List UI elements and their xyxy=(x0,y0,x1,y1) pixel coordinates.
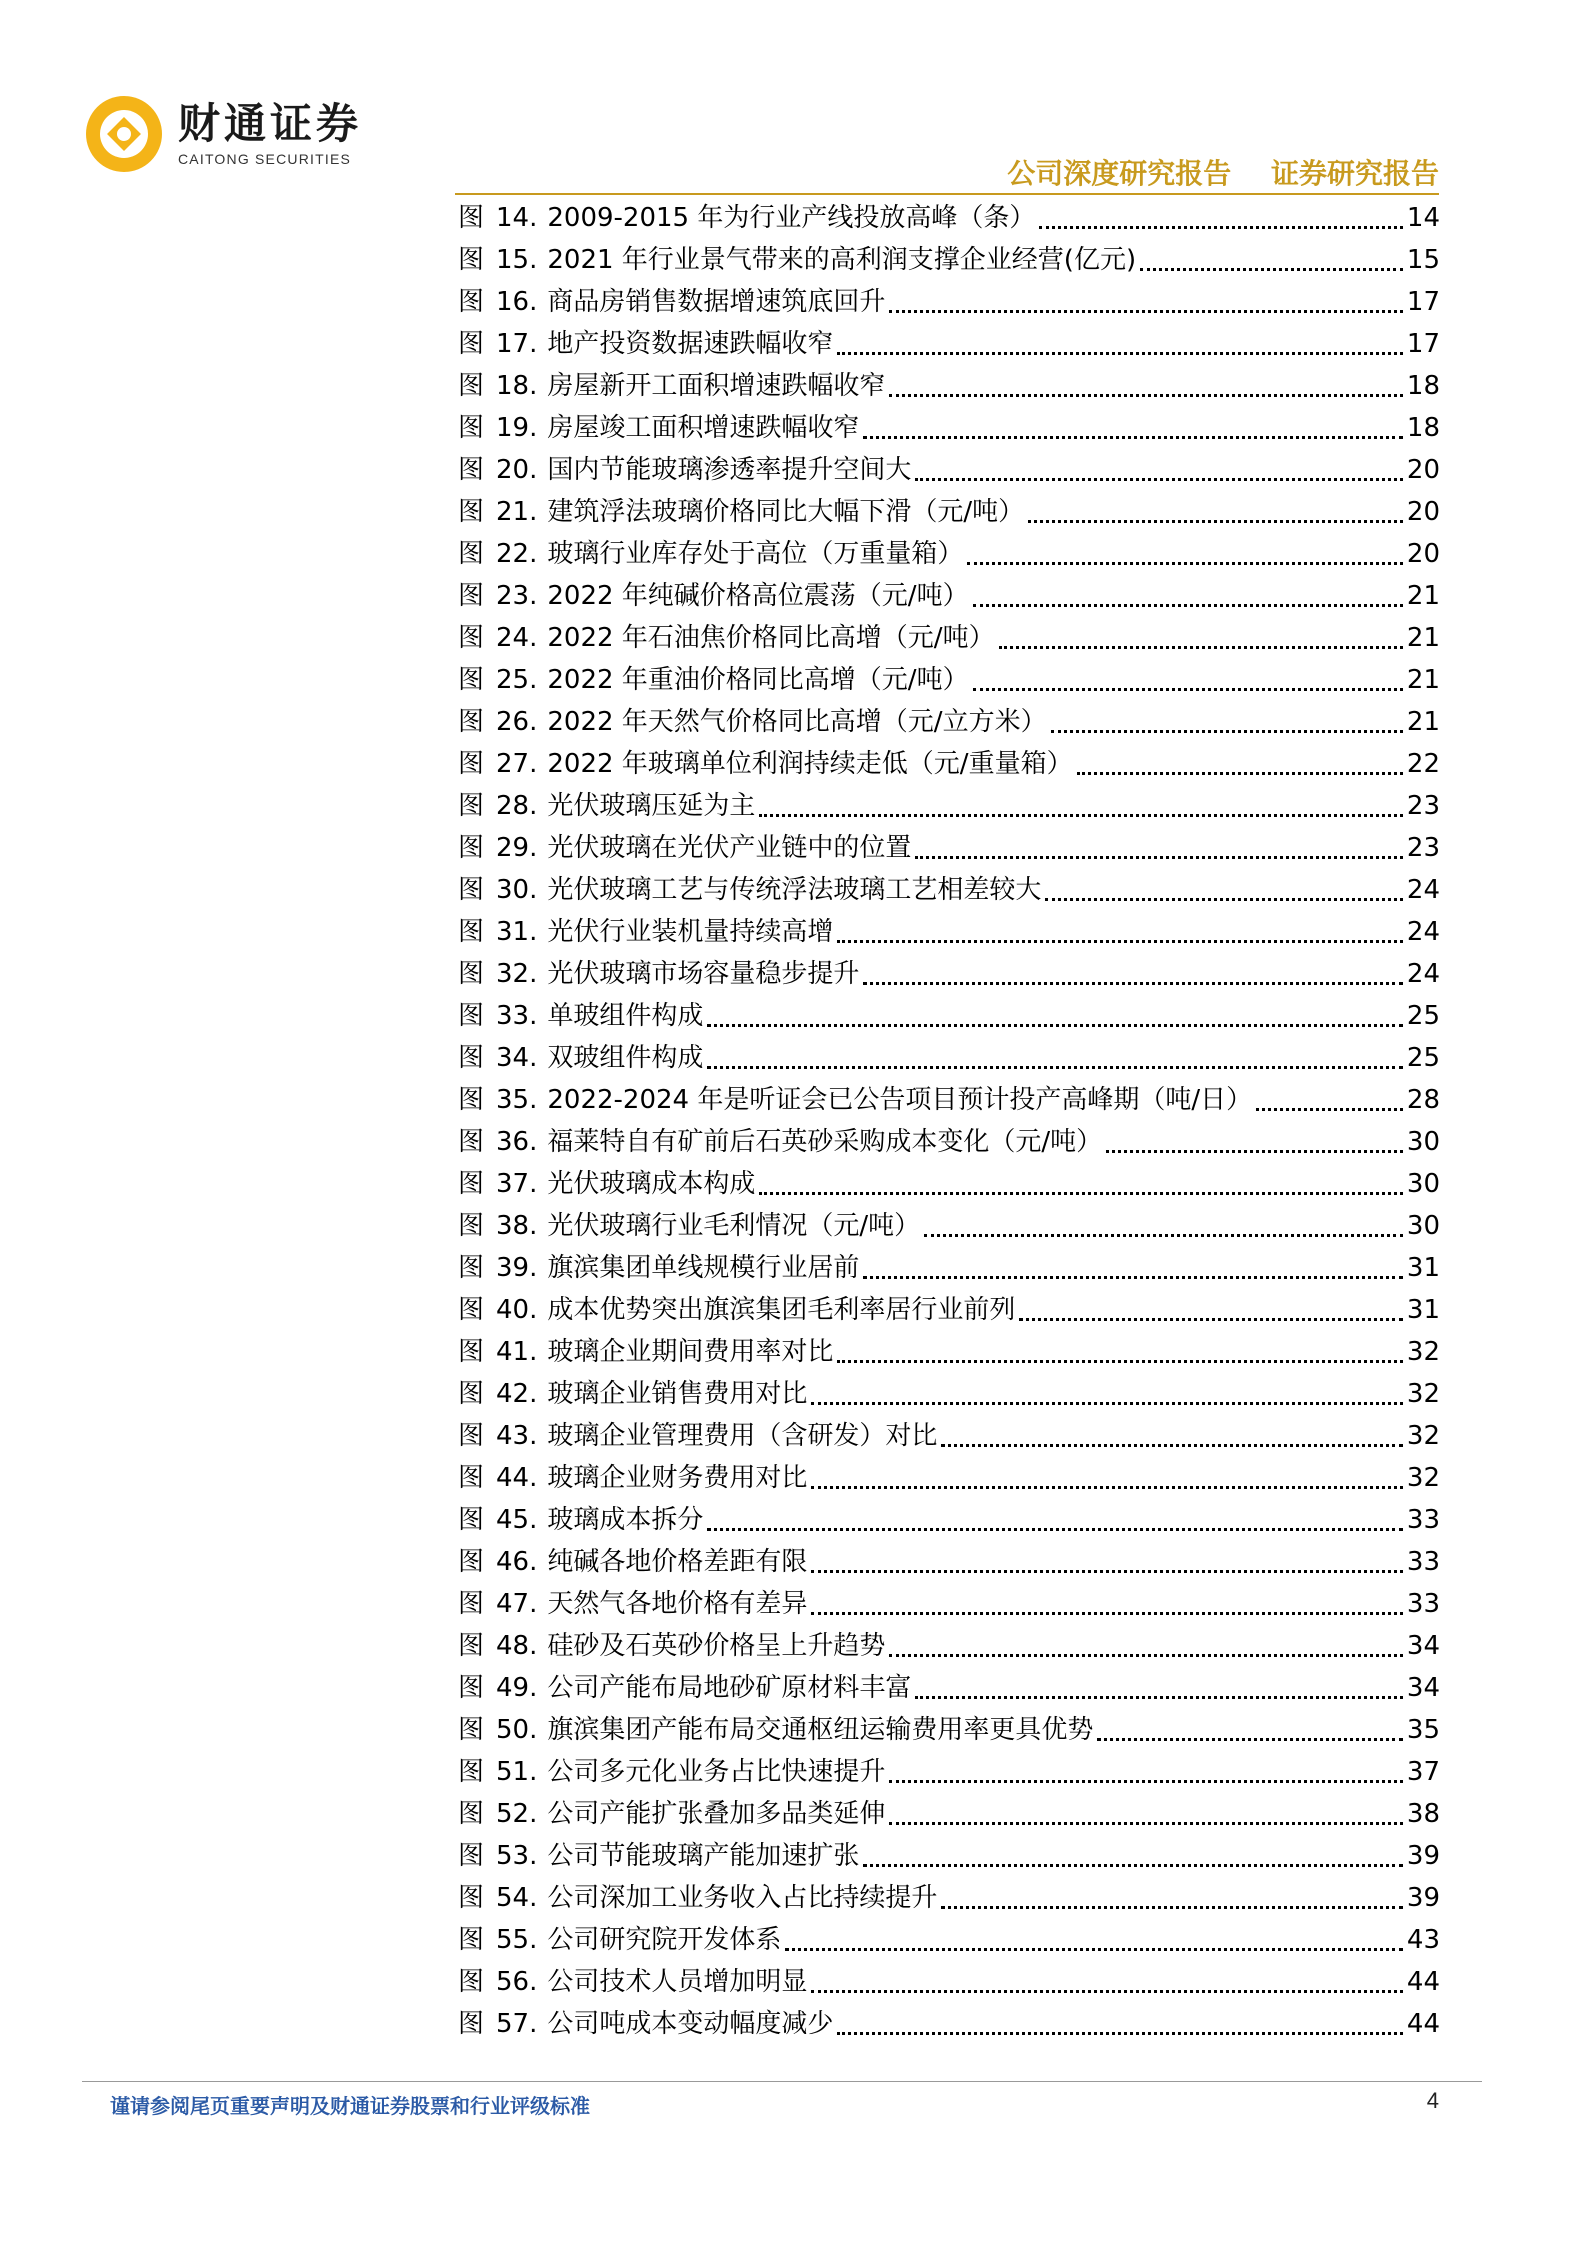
toc-entry-title: 2022 年纯碱价格高位震荡（元/吨） xyxy=(547,581,969,611)
toc-entry-number: 31. xyxy=(496,917,538,947)
toc-entry-number: 42. xyxy=(496,1379,538,1409)
toc-entry-prefix: 图 xyxy=(458,1337,485,1367)
toc-entry-page: 17 xyxy=(1406,287,1440,317)
toc-entry-title: 房屋新开工面积增速跌幅收窄 xyxy=(547,371,886,401)
toc-entry-prefix: 图 xyxy=(458,1295,485,1325)
toc-entry-prefix: 图 xyxy=(458,329,485,359)
toc-entry[interactable] xyxy=(458,1751,1440,1793)
toc-entry-leader-dots xyxy=(1256,1108,1403,1111)
toc-entry-page: 34 xyxy=(1406,1631,1440,1661)
toc-entry[interactable] xyxy=(458,407,1440,449)
toc-entry-number: 20. xyxy=(496,455,538,485)
toc-entry-leader-dots xyxy=(924,1234,1403,1237)
toc-entry-title: 光伏玻璃行业毛利情况（元/吨） xyxy=(547,1211,921,1241)
toc-entry[interactable] xyxy=(458,1499,1440,1541)
header-title-right: 证券研究报告 xyxy=(1270,157,1439,190)
toc-entry[interactable] xyxy=(458,1205,1440,1247)
toc-entry-number: 44. xyxy=(496,1463,538,1493)
toc-entry[interactable] xyxy=(458,575,1440,617)
toc-entry-title: 公司节能玻璃产能加速扩张 xyxy=(547,1841,860,1871)
toc-entry-number: 25. xyxy=(496,665,538,695)
toc-entry[interactable] xyxy=(458,1331,1440,1373)
toc-entry-page: 33 xyxy=(1406,1547,1440,1577)
toc-entry-number: 52. xyxy=(496,1799,538,1829)
toc-entry-prefix: 图 xyxy=(458,1883,485,1913)
toc-entry-title: 天然气各地价格有差异 xyxy=(547,1589,808,1619)
toc-entry-number: 15. xyxy=(496,245,538,275)
toc-entry[interactable] xyxy=(458,953,1440,995)
toc-entry-page: 28 xyxy=(1406,1085,1440,1115)
toc-entry[interactable] xyxy=(458,365,1440,407)
toc-entry-leader-dots xyxy=(1051,730,1403,733)
footer-disclaimer: 谨请参阅尾页重要声明及财通证券股票和行业评级标准 xyxy=(110,2094,590,2118)
toc-entry[interactable] xyxy=(458,239,1440,281)
toc-entry-leader-dots xyxy=(889,1822,1403,1825)
toc-entry-page: 20 xyxy=(1406,497,1440,527)
toc-entry-leader-dots xyxy=(1106,1150,1403,1153)
toc-entry-page: 14 xyxy=(1406,203,1440,233)
report-type-header xyxy=(1007,152,1439,192)
toc-entry-prefix: 图 xyxy=(458,791,485,821)
toc-entry-title: 公司产能扩张叠加多品类延伸 xyxy=(547,1799,886,1829)
toc-entry[interactable] xyxy=(458,1583,1440,1625)
toc-entry-prefix: 图 xyxy=(458,1715,485,1745)
toc-entry-leader-dots xyxy=(967,562,1403,565)
toc-entry[interactable] xyxy=(458,281,1440,323)
toc-entry-title: 光伏玻璃在光伏产业链中的位置 xyxy=(547,833,912,863)
toc-entry-prefix: 图 xyxy=(458,1463,485,1493)
toc-entry-prefix: 图 xyxy=(458,1589,485,1619)
toc-entry-prefix: 图 xyxy=(458,1379,485,1409)
toc-entry-prefix: 图 xyxy=(458,1631,485,1661)
toc-entry[interactable] xyxy=(458,869,1440,911)
toc-entry-prefix: 图 xyxy=(458,2009,485,2039)
toc-entry-number: 27. xyxy=(496,749,538,779)
toc-entry-prefix: 图 xyxy=(458,371,485,401)
toc-entry[interactable] xyxy=(458,1541,1440,1583)
toc-entry-page: 34 xyxy=(1406,1673,1440,1703)
toc-entry-page: 30 xyxy=(1406,1169,1440,1199)
toc-entry-title: 地产投资数据速跌幅收窄 xyxy=(547,329,834,359)
toc-entry-leader-dots xyxy=(1077,772,1403,775)
logo-english-name: CAITONG SECURITIES xyxy=(178,151,352,167)
toc-entry-page: 32 xyxy=(1406,1463,1440,1493)
toc-entry-number: 22. xyxy=(496,539,538,569)
toc-entry-page: 39 xyxy=(1406,1841,1440,1871)
toc-entry-leader-dots xyxy=(707,1066,1403,1069)
toc-entry-page: 21 xyxy=(1406,707,1440,737)
toc-entry-page: 21 xyxy=(1406,665,1440,695)
toc-entry[interactable] xyxy=(458,491,1440,533)
toc-entry-number: 30. xyxy=(496,875,538,905)
toc-entry-number: 54. xyxy=(496,1883,538,1913)
toc-entry-number: 49. xyxy=(496,1673,538,1703)
toc-entry-leader-dots xyxy=(889,394,1403,397)
toc-entry-title: 纯碱各地价格差距有限 xyxy=(547,1547,808,1577)
toc-entry-page: 37 xyxy=(1406,1757,1440,1787)
toc-entry-title: 房屋竣工面积增速跌幅收窄 xyxy=(547,413,860,443)
toc-entry-number: 55. xyxy=(496,1925,538,1955)
toc-entry-page: 35 xyxy=(1406,1715,1440,1745)
toc-entry-title: 国内节能玻璃渗透率提升空间大 xyxy=(547,455,912,485)
toc-entry-number: 34. xyxy=(496,1043,538,1073)
toc-entry-title: 旗滨集团单线规模行业居前 xyxy=(547,1253,860,1283)
toc-entry-title: 公司技术人员增加明显 xyxy=(547,1967,808,1997)
toc-entry-number: 14. xyxy=(496,203,538,233)
toc-entry-page: 32 xyxy=(1406,1421,1440,1451)
toc-entry-page: 43 xyxy=(1406,1925,1440,1955)
toc-entry-prefix: 图 xyxy=(458,833,485,863)
caitong-logo-icon xyxy=(82,92,166,176)
toc-entry-number: 53. xyxy=(496,1841,538,1871)
toc-entry-number: 26. xyxy=(496,707,538,737)
toc-entry-leader-dots xyxy=(837,2032,1403,2035)
toc-entry-leader-dots xyxy=(811,1486,1403,1489)
toc-entry[interactable] xyxy=(458,785,1440,827)
toc-entry-number: 21. xyxy=(496,497,538,527)
toc-entry-leader-dots xyxy=(811,1990,1403,1993)
toc-entry-leader-dots xyxy=(1039,226,1403,229)
toc-entry-leader-dots xyxy=(915,478,1403,481)
toc-entry[interactable] xyxy=(458,1667,1440,1709)
logo-text xyxy=(178,100,362,168)
toc-entry-title: 公司研究院开发体系 xyxy=(547,1925,782,1955)
toc-entry-leader-dots xyxy=(811,1570,1403,1573)
toc-entry-prefix: 图 xyxy=(458,245,485,275)
toc-entry-number: 36. xyxy=(496,1127,538,1157)
toc-entry-leader-dots xyxy=(863,1276,1403,1279)
toc-entry-title: 光伏玻璃压延为主 xyxy=(547,791,756,821)
toc-entry-page: 44 xyxy=(1406,1967,1440,1997)
toc-entry[interactable] xyxy=(458,1919,1440,1961)
toc-entry-title: 双玻组件构成 xyxy=(547,1043,704,1073)
toc-entry-prefix: 图 xyxy=(458,1967,485,1997)
toc-entry-prefix: 图 xyxy=(458,1253,485,1283)
toc-entry-page: 15 xyxy=(1406,245,1440,275)
toc-entry-title: 商品房销售数据增速筑底回升 xyxy=(547,287,886,317)
toc-entry-page: 33 xyxy=(1406,1589,1440,1619)
toc-entry-number: 35. xyxy=(496,1085,538,1115)
toc-entry-leader-dots xyxy=(837,940,1403,943)
footer-divider xyxy=(82,2081,1482,2082)
toc-entry-page: 32 xyxy=(1406,1337,1440,1367)
toc-entry-leader-dots xyxy=(973,604,1403,607)
toc-entry-title: 旗滨集团产能布局交通枢纽运输费用率更具优势 xyxy=(547,1715,1094,1745)
toc-entry[interactable] xyxy=(458,1415,1440,1457)
toc-entry-title: 玻璃企业财务费用对比 xyxy=(547,1463,808,1493)
toc-entry-page: 20 xyxy=(1406,539,1440,569)
toc-entry-leader-dots xyxy=(941,1444,1403,1447)
toc-entry-prefix: 图 xyxy=(458,1547,485,1577)
toc-entry[interactable] xyxy=(458,827,1440,869)
toc-entry-number: 38. xyxy=(496,1211,538,1241)
toc-entry-prefix: 图 xyxy=(458,665,485,695)
toc-entry-title: 公司吨成本变动幅度减少 xyxy=(547,2009,834,2039)
toc-entry-title: 公司深加工业务收入占比持续提升 xyxy=(547,1883,938,1913)
logo-chinese-name: 财通证券 xyxy=(178,99,363,148)
toc-entry-prefix: 图 xyxy=(458,1673,485,1703)
toc-entry[interactable] xyxy=(458,2003,1440,2045)
toc-entry-number: 39. xyxy=(496,1253,538,1283)
toc-entry-prefix: 图 xyxy=(458,497,485,527)
toc-entry-title: 2022 年天然气价格同比高增（元/立方米） xyxy=(547,707,1047,737)
toc-entry[interactable] xyxy=(458,701,1440,743)
toc-entry-leader-dots xyxy=(759,1192,1403,1195)
toc-entry[interactable] xyxy=(458,1457,1440,1499)
toc-entry-number: 43. xyxy=(496,1421,538,1451)
toc-entry-prefix: 图 xyxy=(458,455,485,485)
toc-entry-leader-dots xyxy=(863,982,1403,985)
toc-entry-prefix: 图 xyxy=(458,959,485,989)
toc-entry-leader-dots xyxy=(915,856,1403,859)
toc-entry-title: 2022-2024 年是听证会已公告项目预计投产高峰期（吨/日） xyxy=(547,1085,1253,1115)
toc-entry-page: 20 xyxy=(1406,455,1440,485)
toc-entry-page: 18 xyxy=(1406,371,1440,401)
toc-entry-page: 18 xyxy=(1406,413,1440,443)
toc-entry-title: 玻璃成本拆分 xyxy=(547,1505,704,1535)
toc-entry-prefix: 图 xyxy=(458,623,485,653)
toc-entry-page: 32 xyxy=(1406,1379,1440,1409)
toc-entry-leader-dots xyxy=(707,1024,1403,1027)
toc-entry-page: 38 xyxy=(1406,1799,1440,1829)
toc-entry-title: 光伏玻璃成本构成 xyxy=(547,1169,756,1199)
toc-entry-title: 玻璃企业期间费用率对比 xyxy=(547,1337,834,1367)
toc-entry-prefix: 图 xyxy=(458,1211,485,1241)
toc-entry-title: 2022 年玻璃单位利润持续走低（元/重量箱） xyxy=(547,749,1073,779)
toc-entry-number: 41. xyxy=(496,1337,538,1367)
toc-entry-leader-dots xyxy=(1045,898,1403,901)
toc-entry-prefix: 图 xyxy=(458,1757,485,1787)
toc-entry-title: 光伏行业装机量持续高增 xyxy=(547,917,834,947)
toc-entry[interactable] xyxy=(458,1709,1440,1751)
company-logo xyxy=(82,92,362,176)
toc-entry-prefix: 图 xyxy=(458,1505,485,1535)
toc-entry-leader-dots xyxy=(1140,268,1403,271)
toc-entry-leader-dots xyxy=(863,1864,1403,1867)
toc-entry-prefix: 图 xyxy=(458,539,485,569)
toc-entry-page: 17 xyxy=(1406,329,1440,359)
toc-entry-prefix: 图 xyxy=(458,1127,485,1157)
toc-entry-page: 30 xyxy=(1406,1127,1440,1157)
toc-entry-leader-dots xyxy=(889,310,1403,313)
toc-entry-number: 46. xyxy=(496,1547,538,1577)
toc-entry-prefix: 图 xyxy=(458,917,485,947)
toc-entry-prefix: 图 xyxy=(458,1085,485,1115)
toc-entry-title: 成本优势突出旗滨集团毛利率居行业前列 xyxy=(547,1295,1016,1325)
toc-entry-leader-dots xyxy=(999,646,1403,649)
toc-entry-leader-dots xyxy=(973,688,1403,691)
toc-entry-prefix: 图 xyxy=(458,1043,485,1073)
toc-entry-leader-dots xyxy=(1097,1738,1403,1741)
toc-entry-leader-dots xyxy=(941,1906,1403,1909)
toc-entry[interactable] xyxy=(458,1121,1440,1163)
toc-entry-prefix: 图 xyxy=(458,1421,485,1451)
toc-entry-title: 硅砂及石英砂价格呈上升趋势 xyxy=(547,1631,886,1661)
toc-entry-number: 24. xyxy=(496,623,538,653)
toc-entry-title: 光伏玻璃市场容量稳步提升 xyxy=(547,959,860,989)
toc-entry-title: 玻璃企业管理费用（含研发）对比 xyxy=(547,1421,938,1451)
toc-entry-number: 19. xyxy=(496,413,538,443)
toc-entry-page: 24 xyxy=(1406,917,1440,947)
toc-entry-page: 25 xyxy=(1406,1043,1440,1073)
toc-entry-title: 建筑浮法玻璃价格同比大幅下滑（元/吨） xyxy=(547,497,1025,527)
toc-entry-number: 57. xyxy=(496,2009,538,2039)
toc-entry-number: 37. xyxy=(496,1169,538,1199)
toc-entry-leader-dots xyxy=(837,352,1403,355)
toc-entry-prefix: 图 xyxy=(458,413,485,443)
toc-entry[interactable] xyxy=(458,1247,1440,1289)
toc-entry-leader-dots xyxy=(889,1654,1403,1657)
toc-entry[interactable] xyxy=(458,1373,1440,1415)
toc-entry-leader-dots xyxy=(707,1528,1403,1531)
toc-entry-leader-dots xyxy=(811,1402,1403,1405)
toc-entry-number: 33. xyxy=(496,1001,538,1031)
toc-entry-prefix: 图 xyxy=(458,749,485,779)
toc-entry-prefix: 图 xyxy=(458,1841,485,1871)
toc-entry-prefix: 图 xyxy=(458,1925,485,1955)
toc-entry-number: 28. xyxy=(496,791,538,821)
toc-entry[interactable] xyxy=(458,1877,1440,1919)
toc-entry-page: 31 xyxy=(1406,1295,1440,1325)
toc-entry-title: 光伏玻璃工艺与传统浮法玻璃工艺相差较大 xyxy=(547,875,1042,905)
toc-entry-title: 2021 年行业景气带来的高利润支撑企业经营(亿元) xyxy=(547,245,1137,275)
toc-entry-page: 30 xyxy=(1406,1211,1440,1241)
toc-entry-prefix: 图 xyxy=(458,1799,485,1829)
toc-entry-leader-dots xyxy=(1019,1318,1403,1321)
toc-entry-title: 公司多元化业务占比快速提升 xyxy=(547,1757,886,1787)
toc-entry-prefix: 图 xyxy=(458,203,485,233)
toc-entry-number: 56. xyxy=(496,1967,538,1997)
toc-entry[interactable] xyxy=(458,1289,1440,1331)
toc-entry-leader-dots xyxy=(837,1360,1403,1363)
toc-entry-number: 40. xyxy=(496,1295,538,1325)
toc-entry[interactable] xyxy=(458,323,1440,365)
toc-entry[interactable] xyxy=(458,1079,1440,1121)
toc-entry-prefix: 图 xyxy=(458,875,485,905)
toc-entry-title: 玻璃企业销售费用对比 xyxy=(547,1379,808,1409)
toc-entry-title: 2022 年石油焦价格同比高增（元/吨） xyxy=(547,623,995,653)
toc-entry[interactable] xyxy=(458,449,1440,491)
toc-entry-page: 33 xyxy=(1406,1505,1440,1535)
toc-entry-number: 16. xyxy=(496,287,538,317)
header-divider xyxy=(455,193,1439,195)
toc-entry-page: 31 xyxy=(1406,1253,1440,1283)
toc-entry-number: 45. xyxy=(496,1505,538,1535)
toc-entry[interactable] xyxy=(458,911,1440,953)
page-number: 4 xyxy=(1426,2088,1439,2113)
toc-entry-number: 29. xyxy=(496,833,538,863)
toc-entry-title: 2022 年重油价格同比高增（元/吨） xyxy=(547,665,969,695)
toc-entry-title: 玻璃行业库存处于高位（万重量箱） xyxy=(547,539,964,569)
toc-entry-page: 23 xyxy=(1406,791,1440,821)
toc-entry[interactable] xyxy=(458,659,1440,701)
toc-entry-number: 47. xyxy=(496,1589,538,1619)
toc-entry-prefix: 图 xyxy=(458,1169,485,1199)
toc-entry-leader-dots xyxy=(785,1948,1403,1951)
toc-entry-prefix: 图 xyxy=(458,1001,485,1031)
toc-entry-number: 51. xyxy=(496,1757,538,1787)
toc-entry-leader-dots xyxy=(915,1696,1403,1699)
toc-entry-number: 18. xyxy=(496,371,538,401)
figure-table-of-contents xyxy=(458,197,1440,2045)
toc-entry-title: 2009-2015 年为行业产线投放高峰（条） xyxy=(547,203,1036,233)
toc-entry-page: 24 xyxy=(1406,959,1440,989)
toc-entry-title: 福莱特自有矿前后石英砂采购成本变化（元/吨） xyxy=(547,1127,1103,1157)
toc-entry-page: 25 xyxy=(1406,1001,1440,1031)
toc-entry[interactable] xyxy=(458,533,1440,575)
toc-entry-title: 公司产能布局地砂矿原材料丰富 xyxy=(547,1673,912,1703)
toc-entry-page: 21 xyxy=(1406,581,1440,611)
toc-entry-title: 单玻组件构成 xyxy=(547,1001,704,1031)
toc-entry-leader-dots xyxy=(1028,520,1403,523)
toc-entry[interactable] xyxy=(458,1793,1440,1835)
toc-entry-prefix: 图 xyxy=(458,287,485,317)
toc-entry[interactable] xyxy=(458,197,1440,239)
toc-entry-number: 17. xyxy=(496,329,538,359)
toc-entry-leader-dots xyxy=(811,1612,1403,1615)
toc-entry[interactable] xyxy=(458,1961,1440,2003)
toc-entry-page: 21 xyxy=(1406,623,1440,653)
toc-entry-page: 24 xyxy=(1406,875,1440,905)
toc-entry[interactable] xyxy=(458,743,1440,785)
toc-entry-leader-dots xyxy=(889,1780,1403,1783)
toc-entry[interactable] xyxy=(458,995,1440,1037)
toc-entry-number: 32. xyxy=(496,959,538,989)
toc-entry[interactable] xyxy=(458,1037,1440,1079)
toc-entry-number: 50. xyxy=(496,1715,538,1745)
header-title-left: 公司深度研究报告 xyxy=(1007,157,1232,190)
toc-entry-prefix: 图 xyxy=(458,707,485,737)
toc-entry-leader-dots xyxy=(759,814,1403,817)
toc-entry[interactable] xyxy=(458,1625,1440,1667)
toc-entry-page: 23 xyxy=(1406,833,1440,863)
toc-entry-number: 23. xyxy=(496,581,538,611)
toc-entry-page: 39 xyxy=(1406,1883,1440,1913)
toc-entry-page: 22 xyxy=(1406,749,1440,779)
toc-entry[interactable] xyxy=(458,617,1440,659)
toc-entry-leader-dots xyxy=(863,436,1403,439)
toc-entry-page: 44 xyxy=(1406,2009,1440,2039)
toc-entry-prefix: 图 xyxy=(458,581,485,611)
toc-entry[interactable] xyxy=(458,1163,1440,1205)
toc-entry[interactable] xyxy=(458,1835,1440,1877)
toc-entry-number: 48. xyxy=(496,1631,538,1661)
